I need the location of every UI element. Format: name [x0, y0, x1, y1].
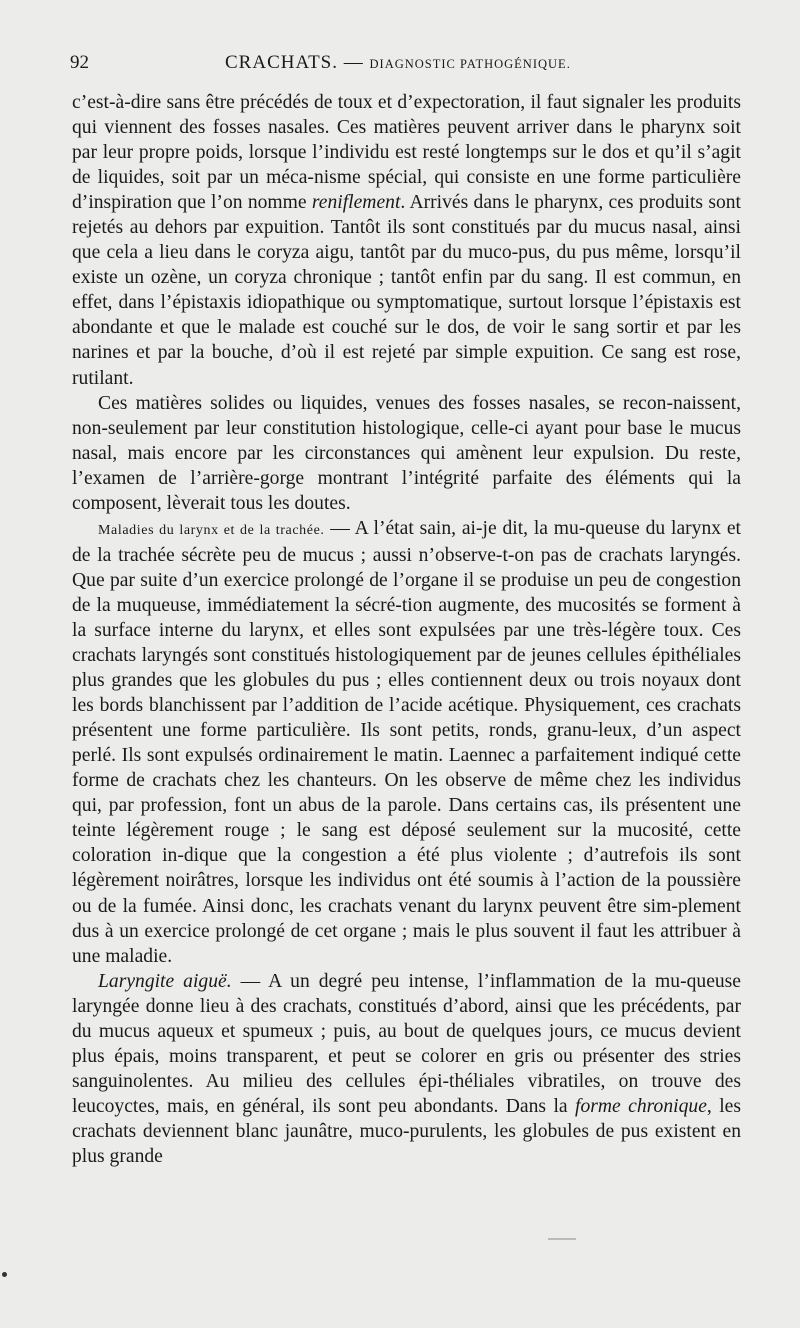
page-body [72, 90, 741, 1169]
print-smudge [548, 1238, 576, 1240]
paragraph-2 [72, 391, 741, 516]
paragraph-4 [72, 969, 741, 1169]
paragraph-3-text: — A l’état sain, ai-je dit, la mu-queuse du larynx et de la trachée sécrète peu de mucus ; aussi n’observe-t-on pas de crachats laryngés. Que par suite d’un exercice prolongé de l’organe il se produise un peu de congestion de la muqueuse, immédiatement la sécré-tion augmente, des mucosités se forment à la surface interne du larynx, et elles sont expulsées par une très-légère toux. Ces crachats laryngés sont constitués histologiquement par de jeunes cellules épithéliales plus grandes que les globules du pus ; elles contiennent deux ou trois noyaux dont les bords blanchissent par l’addition de l’acide acétique. Physiquement, ces crachats présentent une forme particulière. Ils sont petits, ronds, granu-leux, d’un aspect perlé. Ils sont expulsés ordinairement le matin. Laennec a parfaitement indiqué cette forme de crachats chez les chanteurs. On les observe de même chez les individus qui, par profession, font un abus de la parole. Dans certains cas, ils présentent une teinte légèrement rouge ; le sang est déposé seulement sur la mucosité, cette coloration in-dique que la congestion a été plus violente ; d’autrefois ils sont légèrement noirâtres, lorsque les individus ont été soumis à l’action de la poussière ou de la fumée. Ainsi donc, les crachats venant du larynx peuvent être sim-plement dus à un exercice prolongé de cet organe ; mais le plus souvent il faut les attribuer à une maladie. [72, 517, 742, 967]
section-heading-laryngite: Laryngite aiguë. [98, 970, 232, 992]
paragraph-1-text: c’est-à-dire sans être précédés de toux et d’expectoration, il faut signaler les produits qui viennent des fosses nasales. Ces matières peuvent arriver dans le pharynx soit par leur propre poids, lorsque l’individu est resté longtemps sur le dos et qu’il s’agit de liquides, soit par un méca-nisme spécial, qui consiste en une forme particulière d’inspiration que l’on nomme [72, 92, 741, 214]
paragraph-2-text: Ces matières solides ou liquides, venues des fosses nasales, se recon-naissent, non-seulement par leur constitution histologique, celle-ci ayant pour base le mucus nasal, mais encore par les circonstances qui amènent leur expulsion. Du reste, l’examen de l’arrière-gorge montrant l’intégrité parfaite des éléments qui la composent, lèverait tous les doutes. [72, 392, 741, 514]
page-number: 92 [70, 52, 89, 73]
paragraph-4-text-end: , les crachats deviennent blanc jaunâtre, muco-purulents, les globules de pus existent en plus grande [72, 1095, 741, 1167]
header-dash: — [338, 52, 370, 73]
header-subtitle: DIAGNOSTIC PATHOGÉNIQUE. [369, 57, 571, 71]
ink-speck [2, 1272, 7, 1277]
term-forme-chronique: forme chronique [575, 1095, 707, 1117]
paragraph-1-text-end: . Arrivés dans le pharynx, ces produits sont rejetés au dehors par expuition. Tantôt ils sont constitués par du mucus nasal, ainsi que cela a lieu dans le coryza aigu, tantôt par du muco-pus, du pus même, lorsqu’il existe un ozène, un coryza chronique ; tantôt enfin par du sang. Il est commun, en effet, dans l’épistaxis idiopathique ou symptomatique, surtout lorsque l’épistaxis est abondante et que le malade est couché sur le dos, de voir le sang sortir et par les narines et par la bouche, d’où il est rejeté par simple expuition. Ce sang est rose, rutilant. [72, 192, 741, 389]
header-title [225, 50, 571, 77]
running-header [70, 50, 742, 76]
paragraph-3 [72, 516, 741, 969]
header-title-main: CRACHATS. [225, 52, 338, 73]
term-reniflement: reniflement [311, 192, 401, 214]
section-heading-larynx: Maladies du larynx et de la trachée. [98, 522, 325, 538]
paragraph-4-text: — A un degré peu intense, l’inflammation de la mu-queuse laryngée donne lieu à des crachats, constitués d’abord, ainsi que les précédents, par du mucus aqueux et spumeux ; puis, au bout de quelques jours, ce mucus devient plus épais, moins transparent, et peut se colorer en gris ou présenter des stries sanguinolentes. Au milieu des cellules épi-théliales vibratiles, on trouve des leucoyctes, mais, en général, ils sont peu abondants. Dans la [72, 970, 742, 1117]
paragraph-1 [72, 90, 741, 391]
